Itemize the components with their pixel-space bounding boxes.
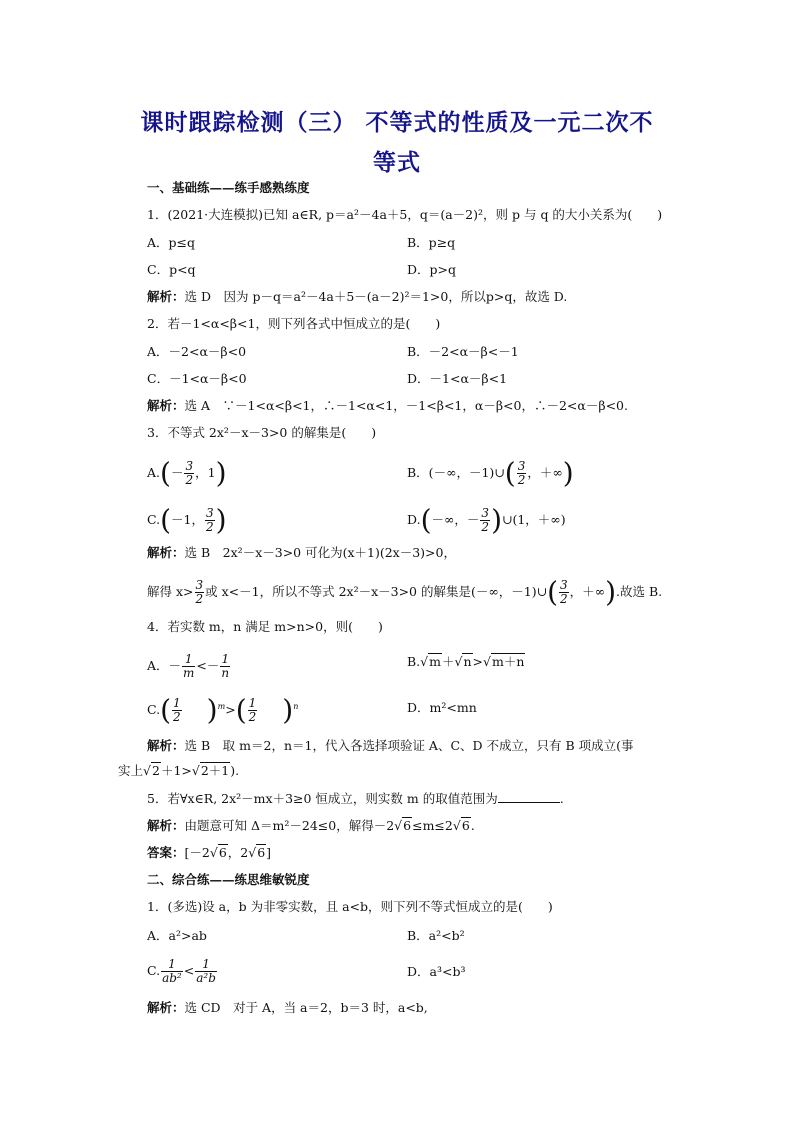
fraction: $\frac{3}{2}$: [560, 578, 568, 606]
q3-option-a: A.(－ $\frac{3}{2}$ ，1): [147, 456, 227, 490]
q2-option-c: C．－1<α－β<0: [147, 371, 247, 386]
q4-option-a: [147, 653, 231, 680]
q3-option-d: D.(－∞，－ $\frac{3}{2}$ )∪(1，＋∞): [407, 503, 566, 537]
option-text: A．－: [147, 658, 182, 673]
solution-label: 解析：: [147, 1000, 185, 1015]
q4-option-c: C.( $\frac{1}{2}$ )$^m$>( $\frac{1}{2}$ )$^n$: [147, 693, 299, 727]
q6-option-b: B．a²<b²: [407, 928, 465, 943]
solution-label: 解析：: [147, 738, 185, 753]
question-text: 5．若∀x∈R, 2x²－mx＋3≥0 恒成立，则实数 m 的取值范围为: [147, 791, 498, 806]
question-6-stem: 1．(多选)设 a，b 为非零实数，且 a<b，则下列不等式恒成立的是( ): [147, 899, 553, 914]
option-letter: B.: [407, 654, 421, 669]
q6-option-c: C. $\frac{1}{\text{ab²}}$ < $\frac{1}{\text{a²b}}$: [147, 957, 216, 985]
solution-label: 解析：: [147, 545, 185, 560]
section-heading-comprehensive: 二、综合练——练思维敏锐度: [147, 872, 310, 887]
q2-option-b: B．－2<α－β<－1: [407, 344, 519, 359]
fraction: $\frac{1}{2}$: [248, 696, 257, 724]
q2-option-d: D．－1<α－β<1: [407, 371, 508, 386]
sqrt-radicand: 6: [403, 818, 412, 833]
fraction: $\frac{3}{2}$: [481, 506, 490, 534]
answer-blank: [498, 790, 560, 803]
q6-option-a: A．a²>ab: [147, 928, 207, 943]
fraction: $\frac{3}{2}$: [185, 459, 194, 487]
fraction: $\frac{1}{n}$: [221, 652, 230, 680]
solution-text: 选 D 因为 p－q＝a²－4a＋5－(a－2)²＝1>0，所以p>q，故选 D.: [184, 289, 568, 304]
page-title-continued: 等式: [373, 150, 421, 176]
sqrt-radicand: 6: [461, 818, 470, 833]
q2-solution: [147, 397, 628, 415]
option-text: <－: [196, 658, 220, 673]
solution-text: 解得 x>: [147, 584, 194, 599]
section-heading-basic: 一、基础练——练手感熟练度: [147, 180, 310, 195]
solution-text: 选 CD 对于 A，当 a＝2，b＝3 时，a<b,: [184, 1000, 428, 1015]
q3-solution-line1: [147, 544, 456, 562]
option-letter: D.: [407, 512, 421, 527]
solution-label: 解析：: [147, 289, 185, 304]
option-text: －1，: [171, 512, 204, 527]
option-text: ∪(1，＋∞): [502, 512, 566, 527]
option-text: －∞，－: [431, 512, 480, 527]
sqrt-radicand: m＋n: [492, 654, 525, 669]
q5-solution: 解析：由题意可知 Δ＝m²－24≤0，解得－2√6≤m≤2√6.: [147, 818, 475, 833]
q4-option-b: B.√m＋√n>√m＋n: [407, 654, 525, 669]
solution-text: 选 A ∵－1<α<β<1，∴－1<α<1，－1<β<1，α－β<0，∴－2<α－β<0.: [184, 398, 628, 413]
solution-text: 选 B 取 m＝2，n＝1，代入各选择项验证 A、C、D 不成立，只有 B 项成立(事: [184, 738, 634, 753]
option-text: ，＋∞: [527, 465, 563, 480]
q4-solution-line2: 实上√2＋1>√2＋1).: [118, 763, 240, 778]
option-letter: C.: [147, 512, 161, 527]
q3-solution-line2: 解得 x> $\frac{3}{2}$ 或 x<－1，所以不等式 2x²－x－3>0 的解集是(－∞，－1)∪( $\frac{3}{2}$ ，＋∞).故选 B.: [147, 575, 663, 609]
question-1-stem: 1．(2021·大连模拟)已知 a∈R, p＝a²－4a＋5，q＝(a－2)²，则 p 与 q 的大小关系为( ): [147, 207, 663, 222]
question-5-stem: 5．若∀x∈R, 2x²－mx＋3≥0 恒成立，则实数 m 的取值范围为 .: [147, 791, 564, 806]
option-letter: A.: [147, 465, 161, 480]
sqrt-radicand: 6: [257, 845, 266, 860]
answer-label: 答案：: [147, 845, 185, 860]
sqrt-radicand: 6: [218, 845, 227, 860]
option-text: B．(－∞，－1)∪: [407, 465, 505, 480]
q3-option-b: B．(－∞，－1)∪( $\frac{3}{2}$ ，＋∞): [407, 456, 574, 490]
fraction: $\frac{3}{2}$: [205, 506, 214, 534]
solution-text: 或 x<－1，所以不等式 2x²－x－3>0 的解集是(－∞，－1)∪: [205, 584, 548, 599]
sqrt-radicand: 2＋1: [200, 763, 230, 778]
q1-solution: [147, 288, 567, 306]
question-3-stem: 3．不等式 2x²－x－3>0 的解集是( ): [147, 425, 377, 440]
sqrt-radicand: n: [463, 654, 472, 669]
solution-label: 解析：: [147, 398, 185, 413]
fraction: $\frac{1}{2}$: [173, 696, 181, 724]
q6-solution: [147, 999, 428, 1017]
q1-option-c: C．p<q: [147, 262, 196, 277]
fraction: $\frac{1}{\text{ab²}}$: [162, 957, 182, 985]
sqrt-radicand: 2: [151, 763, 160, 778]
solution-text: .故选 B.: [616, 584, 663, 599]
option-text: ，1: [195, 465, 216, 480]
q3-option-c: C.(－1， $\frac{3}{2}$ ): [147, 503, 227, 537]
fraction: $\frac{3}{2}$: [517, 459, 526, 487]
solution-label: 解析：: [147, 818, 185, 833]
fraction: $\frac{1}{\text{a²b}}$: [196, 957, 216, 985]
option-letter: C.: [147, 963, 161, 978]
q4-option-d: D．m²<mn: [407, 700, 477, 715]
solution-text: 实上: [118, 763, 144, 778]
minus-sign: －: [170, 465, 184, 480]
solution-text: 由题意可知 Δ＝m²－24≤0，解得－2: [184, 818, 395, 833]
option-letter: C.: [147, 702, 161, 717]
q4-solution-line1: [147, 737, 634, 755]
fraction: $\frac{3}{2}$: [195, 578, 204, 606]
q2-option-a: A．－2<α－β<0: [147, 344, 247, 359]
question-4-stem: 4．若实数 m，n 满足 m>n>0，则( ): [147, 619, 383, 634]
q1-option-a: A．p≤q: [147, 235, 196, 250]
sqrt-radicand: m: [429, 654, 441, 669]
page-title: 课时跟踪检测（三） 不等式的性质及一元二次不: [140, 110, 654, 136]
solution-text: 选 B 2x²－x－3>0 可化为(x＋1)(2x－3)>0，: [184, 545, 456, 560]
q1-option-b: B．p≥q: [407, 235, 456, 250]
solution-text: ，＋∞: [569, 584, 606, 599]
q1-option-d: D．p>q: [407, 262, 456, 277]
q5-answer: 答案：[－2√6，2√6]: [147, 845, 272, 860]
q6-option-d: D．a³<b³: [407, 964, 466, 979]
fraction: $\frac{1}{m}$: [183, 652, 195, 680]
question-2-stem: 2．若－1<α<β<1，则下列各式中恒成立的是( ): [147, 316, 441, 331]
